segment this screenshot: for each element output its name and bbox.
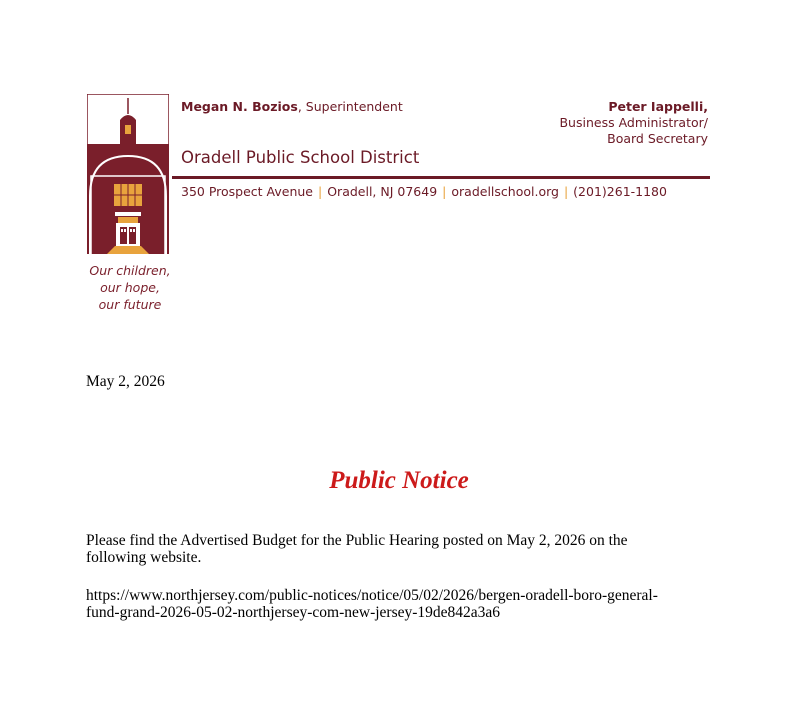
district-name: Oradell Public School District xyxy=(181,148,420,167)
admin-title-line-2: Board Secretary xyxy=(607,131,708,146)
phone-number: (201)261-1180 xyxy=(573,184,667,199)
tagline-line-3: our future xyxy=(98,297,162,312)
website-link[interactable]: oradellschool.org xyxy=(451,184,559,199)
admin-name: Peter Iappelli, xyxy=(608,99,708,114)
separator: | xyxy=(318,184,323,199)
contact-line xyxy=(181,184,667,199)
url-line-1: https://www.northjersey.com/public-notices/notice/05/02/2026/bergen-oradell-boro-general- xyxy=(86,587,658,604)
body-line-1: Please find the Advertised Budget for the Public Hearing posted on May 2, 2026 on the xyxy=(86,532,628,549)
separator: | xyxy=(563,184,569,199)
town: Oradell, NJ 07649 xyxy=(327,184,438,199)
budget-url-link[interactable] xyxy=(86,587,726,621)
business-administrator-block xyxy=(559,99,708,147)
separator: | xyxy=(442,184,447,199)
superintendent-line xyxy=(181,99,403,114)
school-logo xyxy=(87,94,169,254)
url-line-2: fund-grand-2026-05-02-northjersey-com-new-jersey-19de842a3a6 xyxy=(86,604,501,621)
superintendent-title: , Superintendent xyxy=(297,99,403,114)
body-line-2: following website. xyxy=(86,549,202,566)
notice-title: Public Notice xyxy=(329,467,469,494)
letter-date: May 2, 2026 xyxy=(86,373,165,390)
district-tagline xyxy=(80,262,180,313)
superintendent-name: Megan N. Bozios xyxy=(181,99,298,114)
tagline-line-2: our hope, xyxy=(100,280,160,295)
admin-title-line-1: Business Administrator/ xyxy=(559,115,708,130)
address: 350 Prospect Avenue xyxy=(181,184,313,199)
letterhead-divider xyxy=(172,176,710,179)
tagline-line-1: Our children, xyxy=(89,263,171,278)
notice-body xyxy=(86,532,706,566)
